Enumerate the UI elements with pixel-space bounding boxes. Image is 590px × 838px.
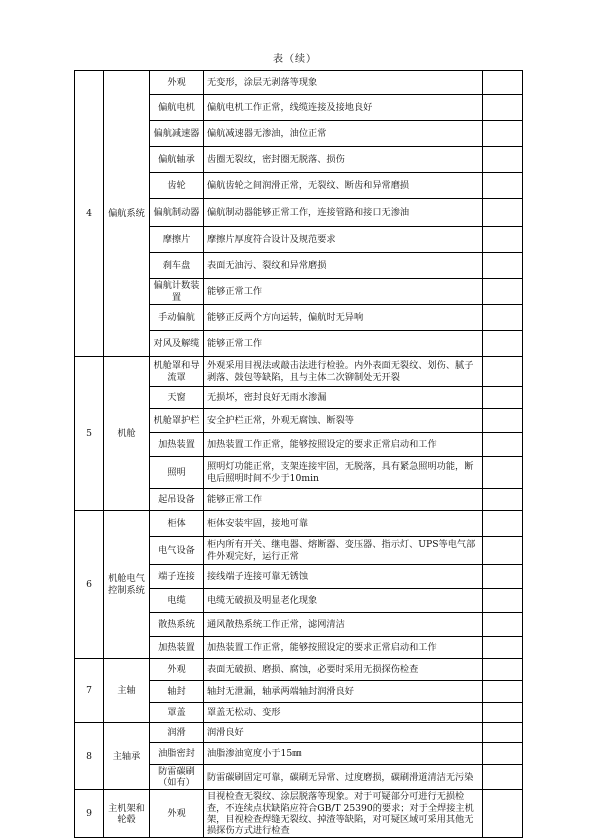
- component-name: 柜体: [150, 511, 204, 537]
- result-cell: [483, 457, 523, 489]
- requirement-text: 偏航制动器能够正常工作，连接管路和接口无渗油: [204, 199, 483, 227]
- table-row: [75, 723, 523, 743]
- requirement-text: 罩盖无松动、变形: [204, 703, 483, 723]
- requirement-text: 偏航齿轮之间润滑正常，无裂纹、断齿和异常磨损: [204, 173, 483, 199]
- component-name: 刹车盘: [150, 253, 204, 279]
- component-name: 摩擦片: [150, 227, 204, 253]
- component-name: 外观: [150, 71, 204, 95]
- component-name: 机舱罩和导流罩: [150, 357, 204, 387]
- inspection-table: [74, 70, 523, 838]
- requirement-text: 偏航电机工作正常，线缆连接及接地良好: [204, 95, 483, 121]
- requirement-text: 油脂渗油宽度小于15㎜: [204, 743, 483, 765]
- result-cell: [483, 71, 523, 95]
- system-name: 主机架和轮毂: [104, 790, 150, 838]
- result-cell: [483, 331, 523, 357]
- component-name: 偏航轴承: [150, 147, 204, 173]
- result-cell: [483, 387, 523, 409]
- page-title: 表（续）: [273, 54, 317, 65]
- result-cell: [483, 121, 523, 147]
- component-name: 齿轮: [150, 173, 204, 199]
- result-cell: [483, 227, 523, 253]
- result-cell: [483, 637, 523, 659]
- component-name: 天窗: [150, 387, 204, 409]
- component-name: 偏航减速器: [150, 121, 204, 147]
- component-name: 散热系统: [150, 613, 204, 637]
- result-cell: [483, 723, 523, 743]
- requirement-text: 目视检查无裂纹、涂层脱落等现象。对于可疑部分可进行无损检查，不连续点状缺陷应符合GB/T 25390的要求；对于全焊接主机架，目视检查焊缝无裂纹、掉渣等缺陷，对可疑区域可采用其他无损探伤方式进行检查: [204, 790, 483, 838]
- result-cell: [483, 659, 523, 681]
- result-cell: [483, 537, 523, 565]
- component-name: 照明: [150, 457, 204, 489]
- component-name: 轴封: [150, 681, 204, 703]
- requirement-text: 无变形，涂层无剥落等现象: [204, 71, 483, 95]
- requirement-text: 偏航减速器无渗油，油位正常: [204, 121, 483, 147]
- requirement-text: 加热装置工作正常，能够按照设定的要求正常启动和工作: [204, 637, 483, 659]
- component-name: 偏航制动器: [150, 199, 204, 227]
- requirement-text: 轴封无泄漏，轴承两端轴封润滑良好: [204, 681, 483, 703]
- system-name: 主轴: [104, 659, 150, 723]
- system-name: 机舱: [104, 357, 150, 511]
- requirement-text: 齿圈无裂纹，密封圈无脱落、损伤: [204, 147, 483, 173]
- result-cell: [483, 703, 523, 723]
- requirement-text: 能够正常工作: [204, 331, 483, 357]
- group-number: 9: [75, 790, 104, 838]
- requirement-text: 能够正常工作: [204, 279, 483, 305]
- system-name: 机舱电气控制系统: [104, 511, 150, 659]
- requirement-text: 润滑良好: [204, 723, 483, 743]
- requirement-text: 表面无破损、磨损、腐蚀，必要时采用无损探伤检查: [204, 659, 483, 681]
- component-name: 润滑: [150, 723, 204, 743]
- result-cell: [483, 511, 523, 537]
- requirement-text: 柜内所有开关、继电器、熔断器、变压器、指示灯、UPS等电气部件外观完好，运行正常: [204, 537, 483, 565]
- component-name: 加热装置: [150, 637, 204, 659]
- result-cell: [483, 433, 523, 457]
- requirement-text: 电缆无破损及明显老化现象: [204, 589, 483, 613]
- component-name: 偏航电机: [150, 95, 204, 121]
- component-name: 防雷碳刷（如有）: [150, 765, 204, 790]
- component-name: 手动偏航: [150, 305, 204, 331]
- result-cell: [483, 589, 523, 613]
- result-cell: [483, 173, 523, 199]
- result-cell: [483, 681, 523, 703]
- table-row: [75, 790, 523, 838]
- result-cell: [483, 253, 523, 279]
- result-cell: [483, 357, 523, 387]
- requirement-text: 通风散热系统工作正常，滤网清洁: [204, 613, 483, 637]
- result-cell: [483, 409, 523, 433]
- requirement-text: 外观采用目视法或敲击法进行检验。内外表面无裂纹、划伤、腻子剥落、鼓包等缺陷，且与主体二次铆制处无开裂: [204, 357, 483, 387]
- result-cell: [483, 305, 523, 331]
- result-cell: [483, 613, 523, 637]
- requirement-text: 接线端子连接可靠无锈蚀: [204, 565, 483, 589]
- component-name: 外观: [150, 790, 204, 838]
- component-name: 电缆: [150, 589, 204, 613]
- result-cell: [483, 147, 523, 173]
- component-name: 端子连接: [150, 565, 204, 589]
- group-number: 4: [75, 71, 104, 357]
- inspection-table-body: [75, 71, 523, 838]
- component-name: 外观: [150, 659, 204, 681]
- group-number: 6: [75, 511, 104, 659]
- requirement-text: 照明灯功能正常，支架连接牢固，无脱落，具有紧急照明功能，断电后照明时间不少于10min: [204, 457, 483, 489]
- requirement-text: 表面无油污、裂纹和异常磨损: [204, 253, 483, 279]
- component-name: 机舱罩护栏: [150, 409, 204, 433]
- result-cell: [483, 279, 523, 305]
- result-cell: [483, 565, 523, 589]
- system-name: 主轴承: [104, 723, 150, 790]
- table-row: [75, 357, 523, 387]
- requirement-text: 无损坏，密封良好无雨水渗漏: [204, 387, 483, 409]
- result-cell: [483, 765, 523, 790]
- table-row: [75, 511, 523, 537]
- component-name: 电气设备: [150, 537, 204, 565]
- result-cell: [483, 743, 523, 765]
- group-number: 5: [75, 357, 104, 511]
- result-cell: [483, 489, 523, 511]
- group-number: 7: [75, 659, 104, 723]
- component-name: 起吊设备: [150, 489, 204, 511]
- table-row: [75, 71, 523, 95]
- component-name: 加热装置: [150, 433, 204, 457]
- requirement-text: 摩擦片厚度符合设计及规范要求: [204, 227, 483, 253]
- group-number: 8: [75, 723, 104, 790]
- component-name: 油脂密封: [150, 743, 204, 765]
- table-row: [75, 659, 523, 681]
- requirement-text: 能够正反两个方向运转，偏航时无异响: [204, 305, 483, 331]
- component-name: 偏航计数装置: [150, 279, 204, 305]
- requirement-text: 能够正常工作: [204, 489, 483, 511]
- component-name: 罩盖: [150, 703, 204, 723]
- result-cell: [483, 95, 523, 121]
- component-name: 对风及解缆: [150, 331, 204, 357]
- requirement-text: 柜体安装牢固，接地可靠: [204, 511, 483, 537]
- requirement-text: 加热装置工作正常，能够按照设定的要求正常启动和工作: [204, 433, 483, 457]
- requirement-text: 安全护栏正常，外观无腐蚀、断裂等: [204, 409, 483, 433]
- system-name: 偏航系统: [104, 71, 150, 357]
- result-cell: [483, 790, 523, 838]
- result-cell: [483, 199, 523, 227]
- requirement-text: 防雷碳刷固定可靠，碳刷无异常、过度磨损，碳刷滑道清洁无污染: [204, 765, 483, 790]
